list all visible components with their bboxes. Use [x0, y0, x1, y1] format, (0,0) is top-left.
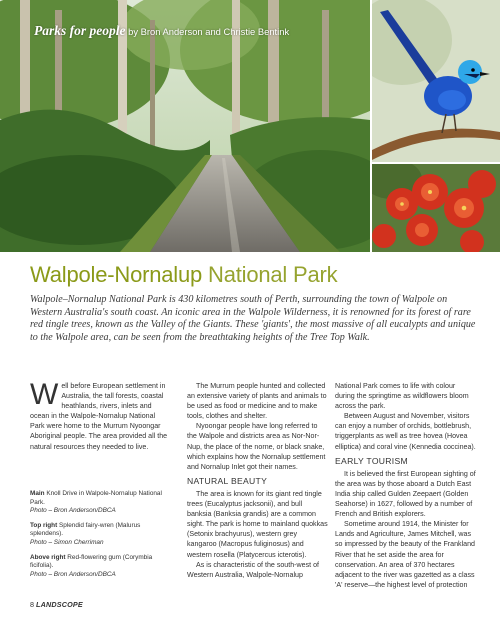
- caption-text: Knoll Drive in Walpole-Nornalup National Park.: [30, 490, 162, 506]
- col2-paragraph-4: As is characteristic of the south-west of Western Australia, Walpole-Nornalup: [187, 560, 320, 579]
- col2-paragraph-3: The area is known for its giant red tingle trees (Eucalyptus jacksonii), and bull banksia (Banksia grandis) are a common sight. The park is home to mainland quokkas (Setonix brachyurus), western grey kangaroo (Macropus fuliginosus) and western rosella (Platycercus icterotis).: [187, 489, 328, 559]
- feature-series-label: Parks for people: [34, 23, 126, 38]
- col1-p1-text: ell before European settlement in Australia, the tall forests, coastal heathlands, rivers, inlets and ocean in the Walpole-Nornalup National Park were home to the Murrum Nyoongar Aboriginal people. The area provided all the natural resources they needed to live.: [30, 382, 168, 451]
- page-footer: [30, 600, 83, 609]
- byline: [34, 23, 289, 39]
- title-park-type: National Park: [208, 262, 338, 287]
- column-3: [335, 381, 476, 590]
- caption-credit: Photo – Simon Cherriman: [30, 538, 104, 546]
- col3-paragraph-2: Between August and November, visitors can enjoy a number of orchids, bottlebrush, triggerplants as well as tree hovea (Hovea elliptica) and coral vine (Kennedia coccinea).: [335, 412, 476, 451]
- col3-paragraph-4: Sometime around 1914, the Minister for Lands and Agriculture, James Mitchell, was so impressed by the beauty of the Frankland River that he set aside the area for conservation. An area of 370 hectares adjacent to the river was gazetted as a class 'A' reserve—the highest level of protection: [335, 520, 475, 589]
- section-heading-natural-beauty: NATURAL BEAUTY: [187, 475, 268, 486]
- col1-paragraph-1: [30, 378, 171, 452]
- authors: by Bron Anderson and Christie Bentink: [128, 26, 290, 37]
- caption-top-right: [30, 522, 175, 548]
- col2-paragraph-1: The Murrum people hunted and collected an extensive variety of plants and animals to be used as food or medicine and to make tools, clothes and shelter.: [187, 382, 327, 421]
- col3-paragraph-1: National Park comes to life with colour during the springtime as wildflowers bloom across the park.: [335, 382, 469, 411]
- column-2: [187, 381, 328, 580]
- col2-paragraph-2: Nyoongar people have long referred to the Walpole and districts area as Nor-Nor-Nup, the place of the norne, or black snake, which explains how the Nornalup settlement and Nornalup Inlet got their names.: [187, 422, 326, 471]
- col3-paragraph-3: It is believed the first European sighting of the area was by those aboard a Dutch East India ship called Gulden Zeepaert (Golden Seahorse) in 1627, followed by a number of French and British explorers.: [335, 469, 476, 519]
- column-1: [30, 378, 171, 452]
- caption-text: Splendid fairy-wren (Malurus splendens).: [30, 521, 141, 538]
- caption-main: [30, 490, 175, 516]
- title-park-name: Walpole-Nornalup: [30, 262, 203, 287]
- article-title: [30, 262, 337, 288]
- caption-text: Red-flowering gum (Corymbia ficifolia).: [30, 553, 153, 570]
- caption-label: Main: [30, 490, 45, 497]
- page-number: 8: [30, 600, 34, 609]
- caption-label: Top right: [30, 521, 58, 529]
- intro-paragraph: Walpole–Nornalup National Park is 430 kilometres south of Perth, surrounding the town of Walpole on Western Australia's south coast. An iconic area in the Walpole Wilderness, it is renowned for its forest of rare red tingle trees, known as the Valley of the Giants. These 'giants', the most massive of all eucalypts and unique to the Walpole area, can be seen from the breathtaking heights of the Tree Top Walk.: [30, 294, 476, 343]
- fairy-wren-photo: [372, 0, 500, 162]
- photo-captions: [30, 490, 175, 585]
- caption-label: Above right: [30, 553, 66, 561]
- caption-above-right: [30, 554, 175, 580]
- caption-credit: Photo – Bron Anderson/DBCA: [30, 507, 116, 515]
- caption-credit: Photo – Bron Anderson/DBCA: [30, 570, 116, 578]
- magazine-name: LANDSCOPE: [36, 600, 83, 609]
- red-flowering-gum-photo: [372, 164, 500, 252]
- drop-cap: W: [30, 378, 59, 411]
- section-heading-early-tourism: EARLY TOURISM: [335, 455, 408, 466]
